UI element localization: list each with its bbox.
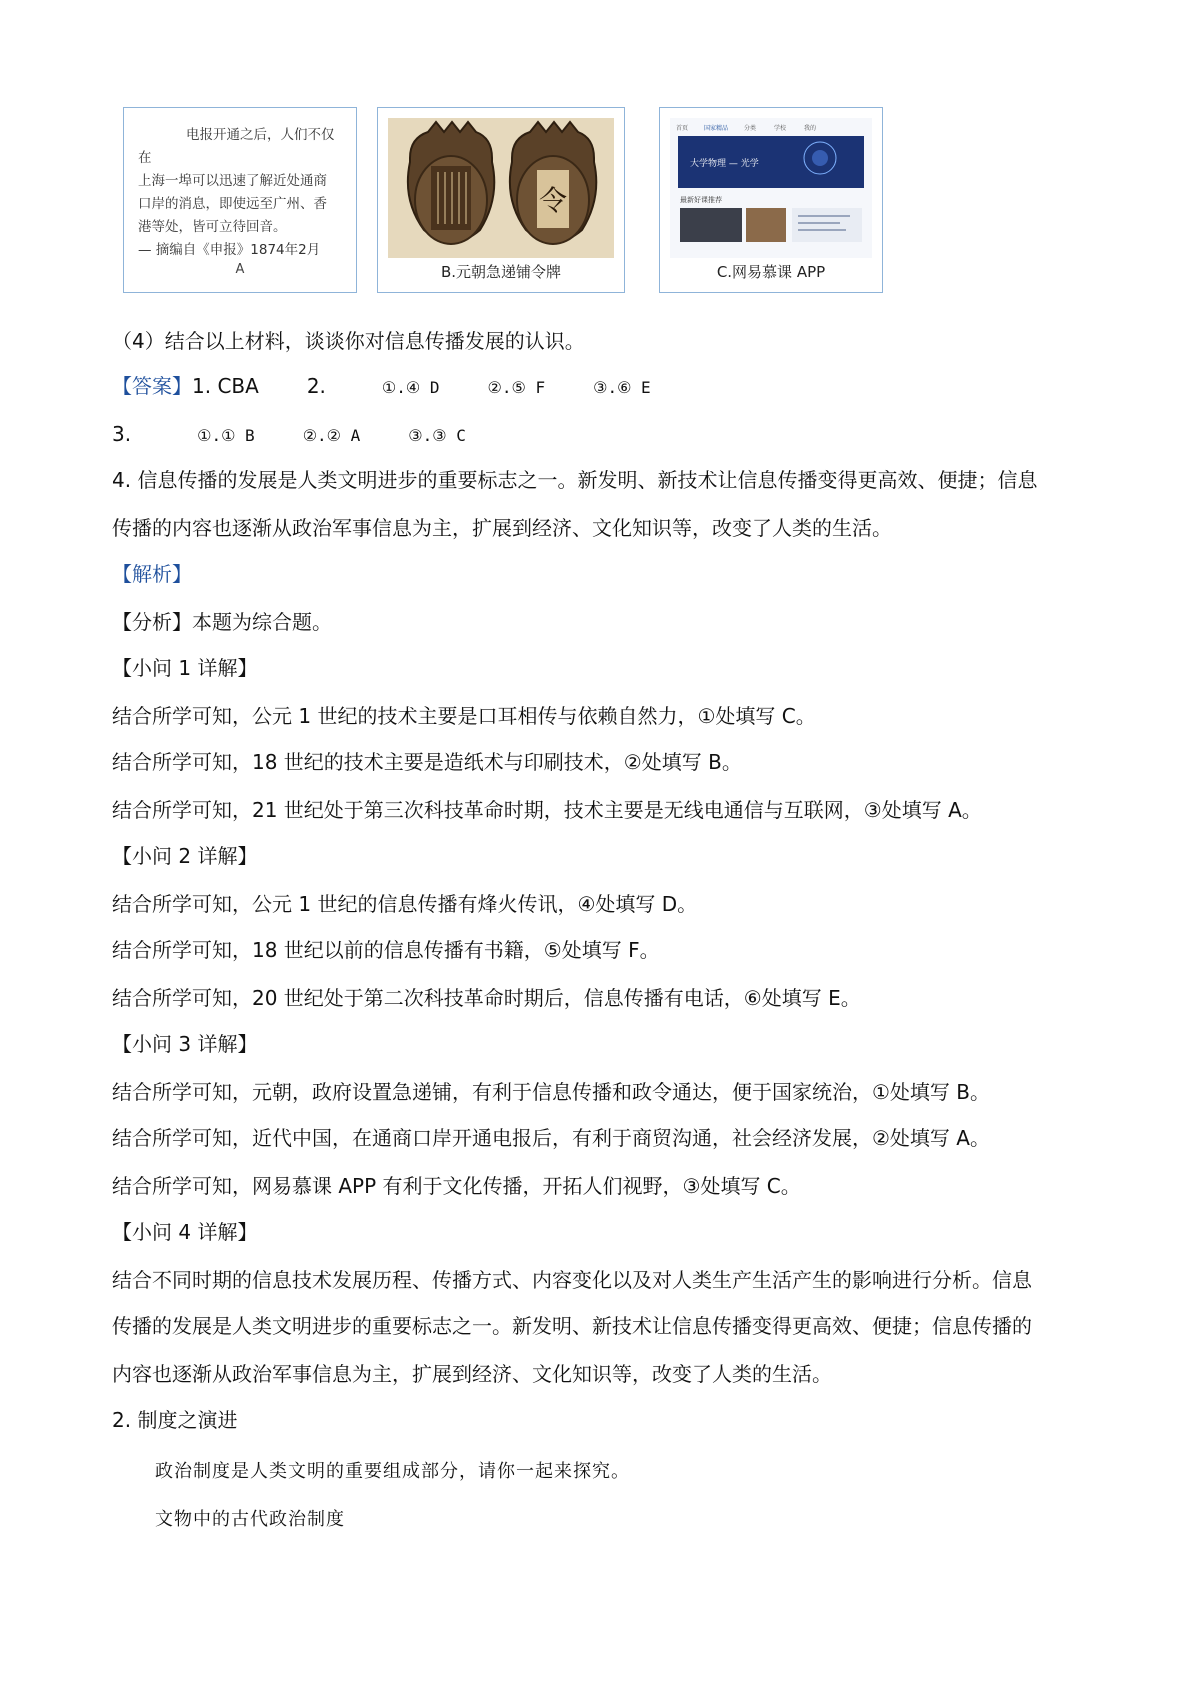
subquestion-2-line: 结合所学可知，20 世纪处于第二次科技革命时期后，信息传播有电话，⑥处填写 E。: [112, 986, 861, 1010]
figure-c-caption: C.网易慕课 APP: [716, 263, 826, 281]
left-plaque-icon: [408, 122, 494, 244]
answer-q2-item: ③.⑥ E: [593, 378, 651, 397]
app-nav-item: 学校: [774, 125, 787, 132]
answer-line-2: [112, 421, 466, 449]
answer-q2-number: 2.: [306, 374, 326, 398]
material-intro: 政治制度是人类文明的重要组成部分，请你一起来探究。: [155, 1461, 630, 1482]
answer-q3-number: 3.: [112, 422, 132, 446]
app-nav-item: 分类: [744, 125, 757, 132]
figure-a-line: 港等处，皆可立待回音。: [138, 219, 287, 235]
answer-tag: 【答案】: [112, 374, 192, 398]
answer-line-1: [112, 373, 651, 401]
material-subtitle: 文物中的古代政治制度: [155, 1509, 345, 1530]
subquestion-4-title: 【小问 4 详解】: [112, 1220, 258, 1244]
app-banner-text: 大学物理 — 光学: [690, 159, 759, 169]
app-mock-image: [670, 118, 872, 258]
analysis-tag: 【解析】: [112, 562, 192, 586]
figure-row: [123, 107, 893, 297]
figure-c-mooc-app: [659, 107, 883, 293]
figure-a-line: 口岸的消息，即使远至广州、香: [138, 196, 327, 212]
answer-q3-item: ③.③ C: [408, 426, 466, 445]
subquestion-1-line: 结合所学可知，公元 1 世纪的技术主要是口耳相传与依赖自然力，①处填写 C。: [112, 704, 816, 728]
answer-q2-item: ①.④ D: [381, 378, 440, 397]
figure-b-yuan-token: [377, 107, 625, 293]
subquestion-2-line: 结合所学可知，18 世纪以前的信息传播有书籍，⑤处填写 F。: [112, 938, 660, 962]
plaque-character: 令: [538, 184, 568, 217]
subquestion-4-line: 内容也逐渐从政治军事信息为主，扩展到经济、文化知识等，改变了人类的生活。: [112, 1362, 832, 1386]
figure-a-line: — 摘编自《申报》1874年2月: [138, 242, 321, 258]
answer-q3-item: ①.① B: [197, 426, 255, 445]
app-nav-item: 首页: [676, 125, 689, 132]
app-nav-item: 国家精品: [704, 125, 729, 132]
app-course-thumb: [680, 208, 742, 242]
app-screenshot: [670, 118, 872, 258]
subquestion-4-line: 结合不同时期的信息技术发展历程、传播方式、内容变化以及对人类生产生活产生的影响进行分析。信息: [112, 1268, 1032, 1292]
next-question-title: 2. 制度之演进: [112, 1408, 238, 1432]
subquestion-3-line: 结合所学可知，网易慕课 APP 有利于文化传播，开拓人们视野，③处填写 C。: [112, 1174, 801, 1198]
subquestion-1-line: 结合所学可知，18 世纪的技术主要是造纸术与印刷技术，②处填写 B。: [112, 750, 742, 774]
subquestion-2-line: 结合所学可知，公元 1 世纪的信息传播有烽火传讯，④处填写 D。: [112, 892, 698, 916]
analysis-intro: 【分析】本题为综合题。: [112, 610, 332, 634]
figure-a-line: 电报开通之后，人们不仅在: [138, 127, 335, 166]
question-4-prompt: （4）结合以上材料，谈谈你对信息传播发展的认识。: [112, 329, 585, 353]
figure-a-text: [138, 124, 344, 262]
subquestion-1-title: 【小问 1 详解】: [112, 656, 258, 680]
app-course-thumb: [792, 208, 862, 242]
right-plaque-icon: [510, 122, 596, 244]
token-photo: [388, 118, 614, 258]
subquestion-1-line: 结合所学可知，21 世纪处于第三次科技革命时期，技术主要是无线电通信与互联网，③处填写 A。: [112, 798, 982, 822]
answer-q4-line-2: 传播的内容也逐渐从政治军事信息为主，扩展到经济、文化知识等，改变了人类的生活。: [112, 516, 892, 540]
subquestion-2-title: 【小问 2 详解】: [112, 844, 258, 868]
figure-a-newspaper-excerpt: [123, 107, 357, 293]
subquestion-3-title: 【小问 3 详解】: [112, 1032, 258, 1056]
app-section-title: 最新好课推荐: [680, 196, 722, 204]
token-image: [388, 118, 614, 258]
subquestion-3-line: 结合所学可知，近代中国，在通商口岸开通电报后，有利于商贸沟通，社会经济发展，②处填写 A。: [112, 1126, 990, 1150]
app-course-thumb: [746, 208, 786, 242]
answer-q2-item: ②.⑤ F: [487, 378, 546, 397]
app-nav-item: 我的: [804, 125, 817, 132]
subquestion-4-line: 传播的发展是人类文明进步的重要标志之一。新发明、新技术让信息传播变得更高效、便捷；信息传播的: [112, 1314, 1032, 1338]
answer-q3-item: ②.② A: [302, 426, 361, 445]
figure-a-line: 上海一埠可以迅速了解近处通商: [138, 173, 327, 189]
answer-q4-line-1: 4. 信息传播的发展是人类文明进步的重要标志之一。新发明、新技术让信息传播变得更高效、便捷；信息: [112, 468, 1038, 492]
answer-q1: 1. CBA: [192, 374, 259, 398]
figure-a-caption: A: [235, 262, 245, 277]
subquestion-3-line: 结合所学可知，元朝，政府设置急递铺，有利于信息传播和政令通达，便于国家统治，①处填写 B。: [112, 1080, 991, 1104]
figure-b-caption: B.元朝急递铺令牌: [440, 263, 562, 281]
